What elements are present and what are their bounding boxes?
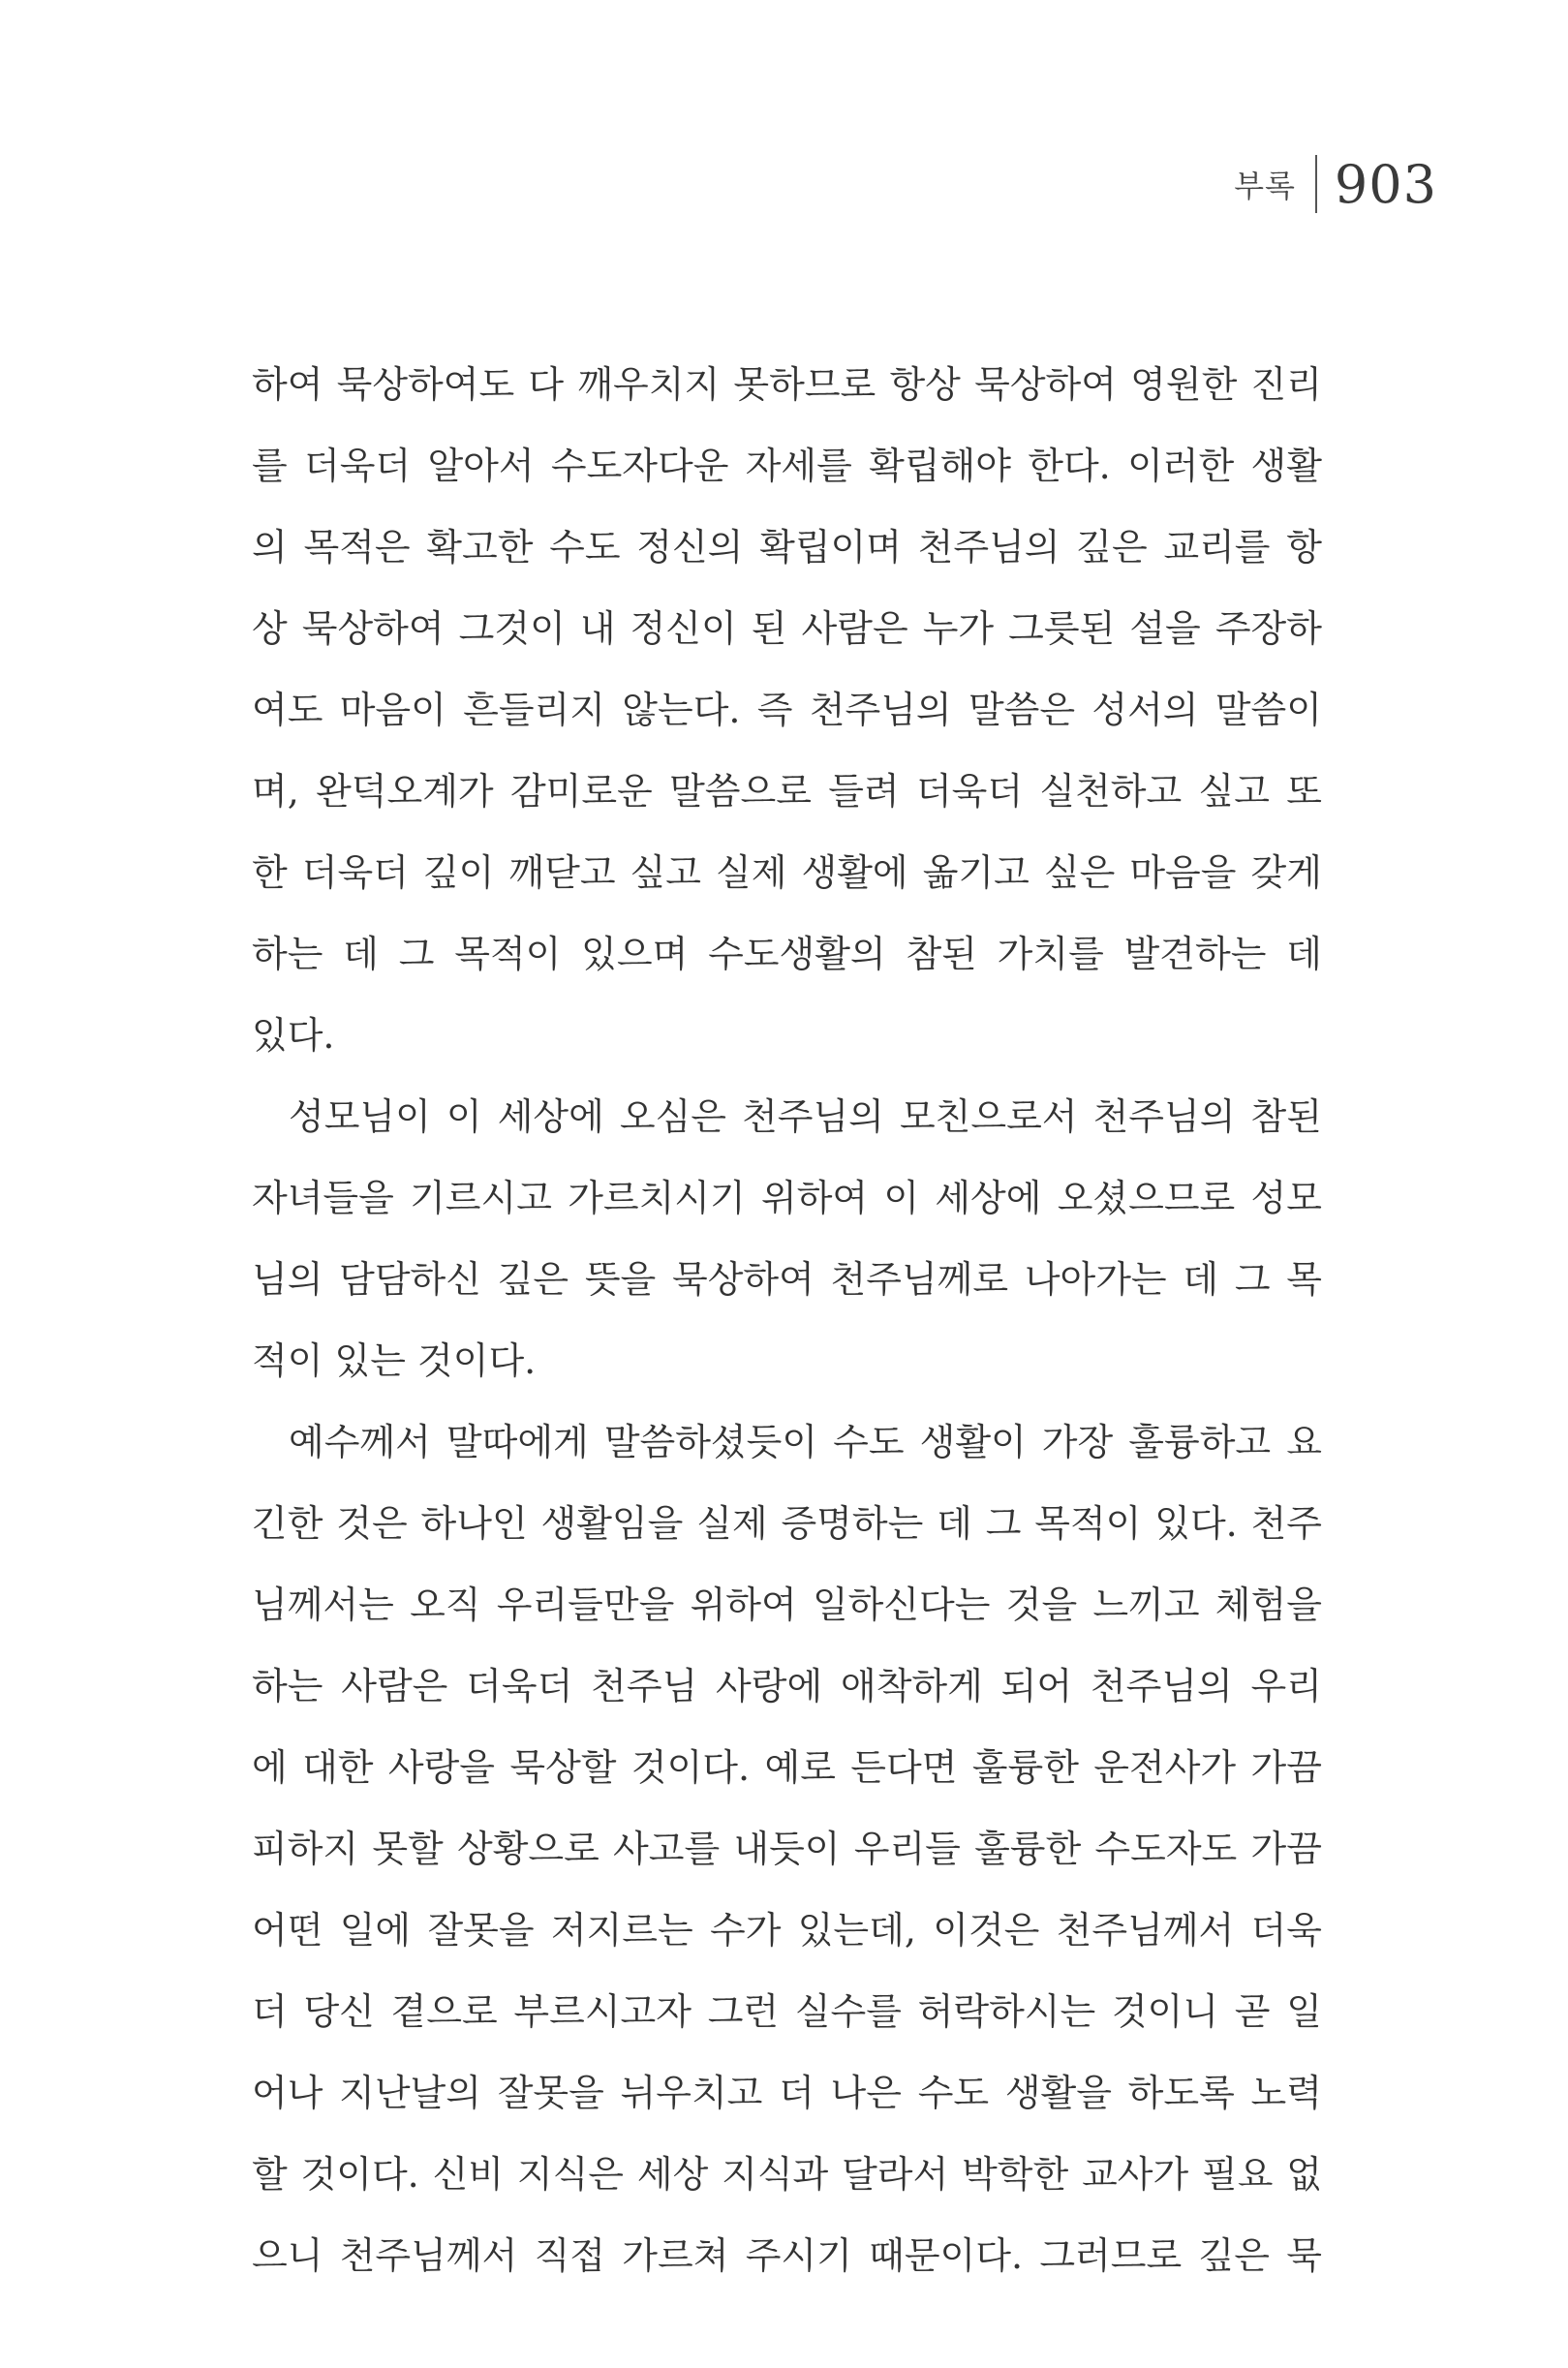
- word: 세상에: [935, 1177, 1042, 1219]
- word: 흔들리지: [463, 689, 605, 731]
- word: 항상: [889, 363, 961, 406]
- text-line: [252, 832, 1322, 913]
- word: 누가: [922, 607, 995, 650]
- word: 곁으로: [390, 1990, 498, 2033]
- word: 깊은: [1198, 2234, 1270, 2277]
- word: 싶은: [1043, 851, 1116, 894]
- word: 말따에게: [446, 1421, 589, 1463]
- word: 실천하고: [1039, 770, 1183, 813]
- word: 잘못을: [497, 2072, 604, 2114]
- word: 확고한: [426, 526, 534, 569]
- word: 싶고: [1198, 770, 1270, 813]
- word: 때문이다.: [869, 2234, 1024, 2277]
- word: 에: [252, 1746, 288, 1789]
- text-line: [252, 1971, 1322, 2052]
- word: 든다면: [850, 1746, 958, 1789]
- word: 정신이: [630, 607, 737, 650]
- word: 참된: [906, 933, 977, 975]
- word: 천주님께서: [339, 2234, 518, 2277]
- text-line: [252, 1564, 1322, 1645]
- word: 더: [779, 2072, 815, 2114]
- word: 천주님의: [917, 526, 1061, 569]
- word: 수도생활의: [708, 933, 886, 975]
- word: 실수를: [794, 1990, 902, 2033]
- word: 깊은: [1076, 526, 1148, 569]
- word: 님의: [252, 1258, 323, 1301]
- text-line: [252, 1401, 1322, 1483]
- word: 목: [1286, 1258, 1322, 1301]
- word: 들려: [828, 770, 900, 813]
- word: 세상: [636, 2153, 709, 2196]
- word: 하는: [252, 933, 323, 975]
- word: 오직: [410, 1584, 481, 1626]
- word: 위하여: [690, 1584, 797, 1626]
- word: 훌륭하고: [1128, 1421, 1272, 1463]
- word: 있는데,: [797, 1909, 916, 1952]
- word: 알아서: [427, 445, 535, 487]
- word: 더욱더: [301, 851, 409, 894]
- word: 증명하는: [781, 1502, 924, 1545]
- word: 있다.: [252, 1014, 335, 1057]
- word: 가끔: [1250, 1746, 1322, 1789]
- word: 피하지: [252, 1828, 359, 1870]
- section-label: 부록: [1234, 168, 1296, 204]
- word: 하나인: [420, 1502, 528, 1545]
- word: 적이: [252, 1339, 323, 1382]
- word: 신비: [432, 2153, 505, 2196]
- text-line: [252, 669, 1322, 751]
- word: 우리들만을: [496, 1584, 675, 1626]
- word: 것을: [1005, 1584, 1078, 1626]
- word: 훌륭한: [974, 1828, 1082, 1870]
- word: 여도: [252, 689, 323, 731]
- word: 천주님의: [1090, 1665, 1233, 1707]
- text-line: [252, 1645, 1322, 1727]
- word: 어떤: [252, 1909, 323, 1952]
- word: 그: [1234, 1258, 1271, 1301]
- word: 목적이: [1034, 1502, 1142, 1545]
- word: 수도: [549, 526, 621, 569]
- text-line: [252, 588, 1322, 669]
- text-line: [252, 751, 1322, 832]
- word: 나아가는: [1024, 1258, 1167, 1301]
- word: 오셨으므로: [1057, 1177, 1236, 1219]
- word: 박학한: [962, 2153, 1069, 2196]
- word: 지난날의: [339, 2072, 481, 2114]
- word: 감미로운: [509, 770, 653, 813]
- text-line: [252, 2052, 1322, 2134]
- text-line: [252, 344, 1322, 425]
- word: 묵상하여: [974, 363, 1117, 406]
- word: 상: [252, 607, 288, 650]
- word: 것이니: [1111, 1990, 1219, 2033]
- word: 있으며: [581, 933, 689, 975]
- word: 를: [252, 445, 288, 487]
- word: 참된: [1250, 1095, 1322, 1138]
- word: 저지르는: [550, 1909, 693, 1952]
- word: 운전사가: [1093, 1746, 1237, 1789]
- word: 우리들: [853, 1828, 961, 1870]
- word: 천주님의: [1092, 1095, 1236, 1138]
- word: 자녀들을: [252, 1177, 394, 1219]
- text-line: [252, 1076, 1322, 1157]
- word: 말씀이: [1214, 689, 1322, 731]
- word: 말씀은: [968, 689, 1076, 731]
- word: 의: [252, 526, 288, 569]
- word: 가끔: [1250, 1828, 1322, 1870]
- word: 교사가: [1082, 2153, 1189, 2196]
- word: 이: [446, 1095, 482, 1138]
- word: 예로: [764, 1746, 836, 1789]
- word: 가르쳐: [622, 2234, 729, 2277]
- word: 더욱더: [466, 1665, 573, 1707]
- word: 그러므로: [1039, 2234, 1183, 2277]
- word: 사랑을: [387, 1746, 496, 1789]
- word: 생활임을: [540, 1502, 684, 1545]
- word: 직접: [534, 2234, 605, 2277]
- word: 그: [398, 933, 435, 975]
- word: 가장: [1041, 1421, 1114, 1463]
- word: 허락하시는: [917, 1990, 1096, 2033]
- word: 더욱더: [304, 445, 412, 487]
- word: 항: [1286, 526, 1322, 569]
- text-line: [252, 425, 1322, 507]
- word: 으니: [252, 2234, 323, 2277]
- word: 성서의: [1091, 689, 1199, 731]
- word: 목적이: [454, 933, 562, 975]
- word: 그릇된: [1008, 607, 1116, 650]
- word: 한: [252, 851, 288, 894]
- word: 그런: [707, 1990, 780, 2033]
- word: 천주님의: [742, 1095, 884, 1138]
- word: 한다.: [1028, 445, 1111, 487]
- word: 그: [985, 1502, 1022, 1545]
- word: 발견하는: [1123, 933, 1267, 975]
- word: 수도: [833, 1421, 905, 1463]
- word: 옮기고: [922, 851, 1030, 894]
- word: 더: [252, 1990, 288, 2033]
- word: 깨우치지: [577, 363, 721, 406]
- word: 완덕오계가: [316, 770, 494, 813]
- word: 묵: [1286, 2234, 1322, 2277]
- word: 실제: [696, 1502, 768, 1545]
- word: 성모님이: [289, 1095, 431, 1138]
- header-divider: [1315, 155, 1317, 213]
- word: 일하신다는: [812, 1584, 991, 1626]
- word: 가치를: [997, 933, 1104, 975]
- word: 않는다.: [622, 689, 741, 731]
- word: 자세를: [745, 445, 852, 487]
- word: 갖게: [1250, 851, 1322, 894]
- word: 사람은: [341, 1665, 448, 1707]
- word: 목적은: [303, 526, 411, 569]
- text-line: [252, 1239, 1322, 1320]
- word: 하도록: [1127, 2072, 1235, 2114]
- running-head: [1234, 145, 1437, 223]
- word: 내: [579, 607, 616, 650]
- word: 싶고: [630, 851, 701, 894]
- word: 그것이: [458, 607, 566, 650]
- word: 된: [751, 607, 787, 650]
- word: 생활이: [919, 1421, 1027, 1463]
- word: 이것은: [933, 1909, 1040, 1952]
- word: 사람은: [801, 607, 908, 650]
- word: 내듯이: [733, 1828, 841, 1870]
- word: 어나: [252, 2072, 323, 2114]
- word: 묵상하여: [301, 607, 445, 650]
- text-line: [252, 1890, 1322, 1971]
- text-line: [252, 507, 1322, 588]
- word: 확립해야: [869, 445, 1011, 487]
- text-line: [252, 1483, 1322, 1564]
- word: 묵상할: [509, 1746, 617, 1789]
- word: 긴한: [252, 1502, 323, 1545]
- word: 주장하: [1214, 607, 1322, 650]
- word: 더욱더: [915, 770, 1024, 813]
- word: 교리를: [1163, 526, 1271, 569]
- word: 대한: [302, 1746, 374, 1789]
- word: 수도: [917, 2072, 990, 2114]
- word: 주시기: [745, 2234, 852, 2277]
- word: 데: [343, 933, 379, 975]
- word: 있는: [334, 1339, 406, 1382]
- word: 이: [883, 1177, 920, 1219]
- word: 것이다.: [417, 1339, 537, 1382]
- word: 실제: [716, 851, 787, 894]
- word: 곧: [1234, 1990, 1271, 2033]
- word: 묵상하여: [671, 1258, 815, 1301]
- word: 기르시고: [410, 1177, 552, 1219]
- word: 수가: [710, 1909, 782, 1952]
- word: 것이다.: [300, 2153, 419, 2196]
- word: 데: [937, 1502, 972, 1545]
- word: 노력: [1250, 2072, 1322, 2114]
- word: 수도자도: [1094, 1828, 1238, 1870]
- word: 마음이: [339, 689, 446, 731]
- word: 수도자다운: [550, 445, 729, 487]
- word: 지식과: [722, 2153, 829, 2196]
- word: 애착하게: [840, 1665, 983, 1707]
- word: 있다.: [1154, 1502, 1238, 1545]
- word: 하여: [252, 363, 323, 406]
- word: 천주님께서: [1056, 1909, 1235, 1952]
- word: 사고를: [613, 1828, 721, 1870]
- text-line: [252, 1727, 1322, 1808]
- word: 나은: [830, 2072, 902, 2114]
- word: 설을: [1129, 607, 1201, 650]
- word: 이러한: [1127, 445, 1235, 487]
- word: 훌륭한: [971, 1746, 1079, 1789]
- word: 다: [528, 363, 565, 406]
- word: 말씀으로: [669, 770, 812, 813]
- word: 오심은: [619, 1095, 726, 1138]
- word: 잘못을: [427, 1909, 535, 1952]
- word: 천주님의: [809, 689, 952, 731]
- word: 깊이: [422, 851, 495, 894]
- word: 더욱: [1250, 1909, 1322, 1952]
- word: 생활을: [1004, 2072, 1112, 2114]
- word: 천주님께로: [830, 1258, 1009, 1301]
- word: 체험을: [1214, 1584, 1322, 1626]
- word: 데: [1286, 933, 1322, 975]
- word: 요: [1286, 1421, 1322, 1463]
- word: 님께서는: [252, 1584, 394, 1626]
- text-line: [252, 1157, 1322, 1239]
- word: 상황으로: [456, 1828, 600, 1870]
- word: 천주님: [591, 1665, 698, 1707]
- word: 하는: [252, 1665, 323, 1707]
- word: 예수께서: [289, 1421, 431, 1463]
- word: 생활: [1250, 445, 1322, 487]
- word: 느끼고: [1092, 1584, 1200, 1626]
- text-line: [252, 1320, 1322, 1401]
- word: 성모: [1250, 1177, 1322, 1219]
- word: 천주: [1250, 1502, 1322, 1545]
- word: 필요: [1202, 2153, 1274, 2196]
- word: 당신: [303, 1990, 375, 2033]
- word: 되어: [1000, 1665, 1073, 1707]
- text-line: [252, 2215, 1322, 2296]
- word: 없: [1286, 2153, 1322, 2196]
- word: 영원한: [1130, 363, 1238, 406]
- page-number: 903: [1334, 153, 1437, 215]
- word: 진리: [1250, 363, 1322, 406]
- word: 가르치시기: [568, 1177, 746, 1219]
- word: 부르시고자: [513, 1990, 692, 2033]
- word: 말씀하셨듯이: [603, 1421, 818, 1463]
- text-line: [252, 995, 1322, 1076]
- word: 뜻을: [584, 1258, 657, 1301]
- word: 사랑에: [716, 1665, 823, 1707]
- word: 깨닫고: [508, 851, 616, 894]
- word: 못하므로: [733, 363, 876, 406]
- word: 뉘우치고: [620, 2072, 763, 2114]
- body-text: [252, 344, 1322, 2296]
- word: 우리: [1250, 1665, 1322, 1707]
- text-line: [252, 2134, 1322, 2215]
- word: 또: [1286, 770, 1322, 813]
- word: 못할: [372, 1828, 444, 1870]
- word: 담담하신: [339, 1258, 481, 1301]
- word: 할: [252, 2153, 288, 2196]
- word: 모친으로서: [899, 1095, 1078, 1138]
- word: 생활에: [801, 851, 908, 894]
- word: 지식은: [516, 2153, 625, 2196]
- word: 묵상하여도: [336, 363, 515, 406]
- word: 즉: [756, 689, 793, 731]
- word: 일: [1286, 1990, 1322, 2033]
- word: 것이다.: [630, 1746, 751, 1789]
- word: 달라서: [842, 2153, 949, 2196]
- text-line: [252, 913, 1322, 995]
- text-line: [252, 1808, 1322, 1890]
- word: 정신의: [636, 526, 744, 569]
- word: 깊은: [497, 1258, 569, 1301]
- word: 며,: [252, 770, 299, 813]
- word: 마음을: [1129, 851, 1237, 894]
- word: 세상에: [497, 1095, 604, 1138]
- word: 일에: [339, 1909, 412, 1952]
- word: 확립이며: [759, 526, 902, 569]
- word: 위하여: [760, 1177, 869, 1219]
- word: 데: [1183, 1258, 1219, 1301]
- word: 것은: [336, 1502, 408, 1545]
